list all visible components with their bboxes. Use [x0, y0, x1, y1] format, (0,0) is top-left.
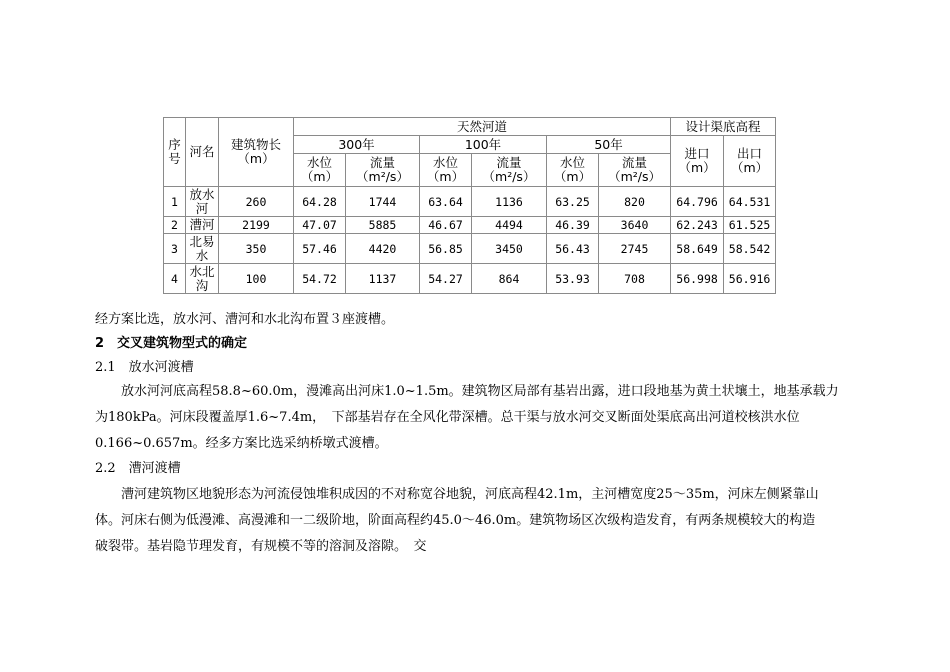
header-length: 建筑物长 （m） — [219, 118, 294, 187]
table-row: 3 北易 水 350 57.46 4420 56.85 3450 56.43 2745 58.649 58.542 — [164, 234, 776, 264]
paragraph-2-1-line-1: 放水河河底高程58.8~60.0m，漫滩高出河床1.0~1.5m。建筑物区局部有基岩出露，进口段地基为黄土状壤土，地基承载力 — [95, 384, 839, 399]
paragraph-2-2-line-3: 破裂带。基岩隐节理发育，有规模不等的溶洞及溶隙。 交 — [95, 539, 427, 554]
header-300yr: 300年 — [294, 136, 420, 154]
paragraph-2-2-line-1: 漕河建筑物区地貌形态为河流侵蚀堆积成因的不对称宽谷地貌，河底高程42.1m，主河槽宽度25～35m，河床左侧紧靠山 — [95, 487, 819, 502]
header-inlet: 进口 （m） — [671, 136, 724, 187]
table-row: 2 漕河 2199 47.07 5885 46.67 4494 46.39 3640 62.243 61.525 — [164, 217, 776, 234]
paragraph-scheme-selection: 经方案比选，放水河、漕河和水北沟布置３座渡槽。 — [95, 312, 395, 327]
paragraph-2-2-line-2: 体。河床右侧为低漫滩、高漫滩和一二级阶地，阶面高程约45.0～46.0m。建筑物场区次级构造发育，有两条规模较大的构造 — [95, 513, 816, 528]
table-row: 4 水北 沟 100 54.72 1137 54.27 864 53.93 708 56.998 56.916 — [164, 264, 776, 294]
section-heading-2: 2 交叉建筑物型式的确定 — [95, 336, 248, 351]
header-flow-50: 流量 （m²/s） — [599, 154, 671, 187]
river-parameters-table — [163, 117, 776, 294]
header-level-300: 水位 （m） — [294, 154, 346, 187]
table-row: 1 放水 河 260 64.28 1744 63.64 1136 63.25 820 64.796 64.531 — [164, 187, 776, 217]
header-50yr: 50年 — [547, 136, 671, 154]
header-flow-300: 流量 （m²/s） — [346, 154, 420, 187]
header-seq: 序 号 — [164, 118, 186, 187]
subsection-heading-2-2: 2.2 漕河渡槽 — [95, 461, 181, 476]
header-flow-100: 流量 （m²/s） — [472, 154, 547, 187]
subsection-heading-2-1: 2.1 放水河渡槽 — [95, 360, 194, 375]
header-design-elevation: 设计渠底高程 — [671, 118, 776, 136]
header-river: 河名 — [186, 118, 219, 187]
header-outlet: 出口 （m） — [724, 136, 776, 187]
paragraph-2-1-line-2: 为180kPa。河床段覆盖厚1.6~7.4m， 下部基岩存在全风化带深槽。总干渠与放水河交叉断面处渠底高出河道校核洪水位 — [95, 410, 800, 425]
header-row-1 — [164, 118, 776, 136]
paragraph-2-1-line-3: 0.166~0.657m。经多方案比选采纳桥墩式渡槽。 — [95, 436, 388, 451]
header-level-100: 水位 （m） — [420, 154, 472, 187]
header-natural-river: 天然河道 — [294, 118, 671, 136]
header-100yr: 100年 — [420, 136, 547, 154]
header-level-50: 水位 （m） — [547, 154, 599, 187]
